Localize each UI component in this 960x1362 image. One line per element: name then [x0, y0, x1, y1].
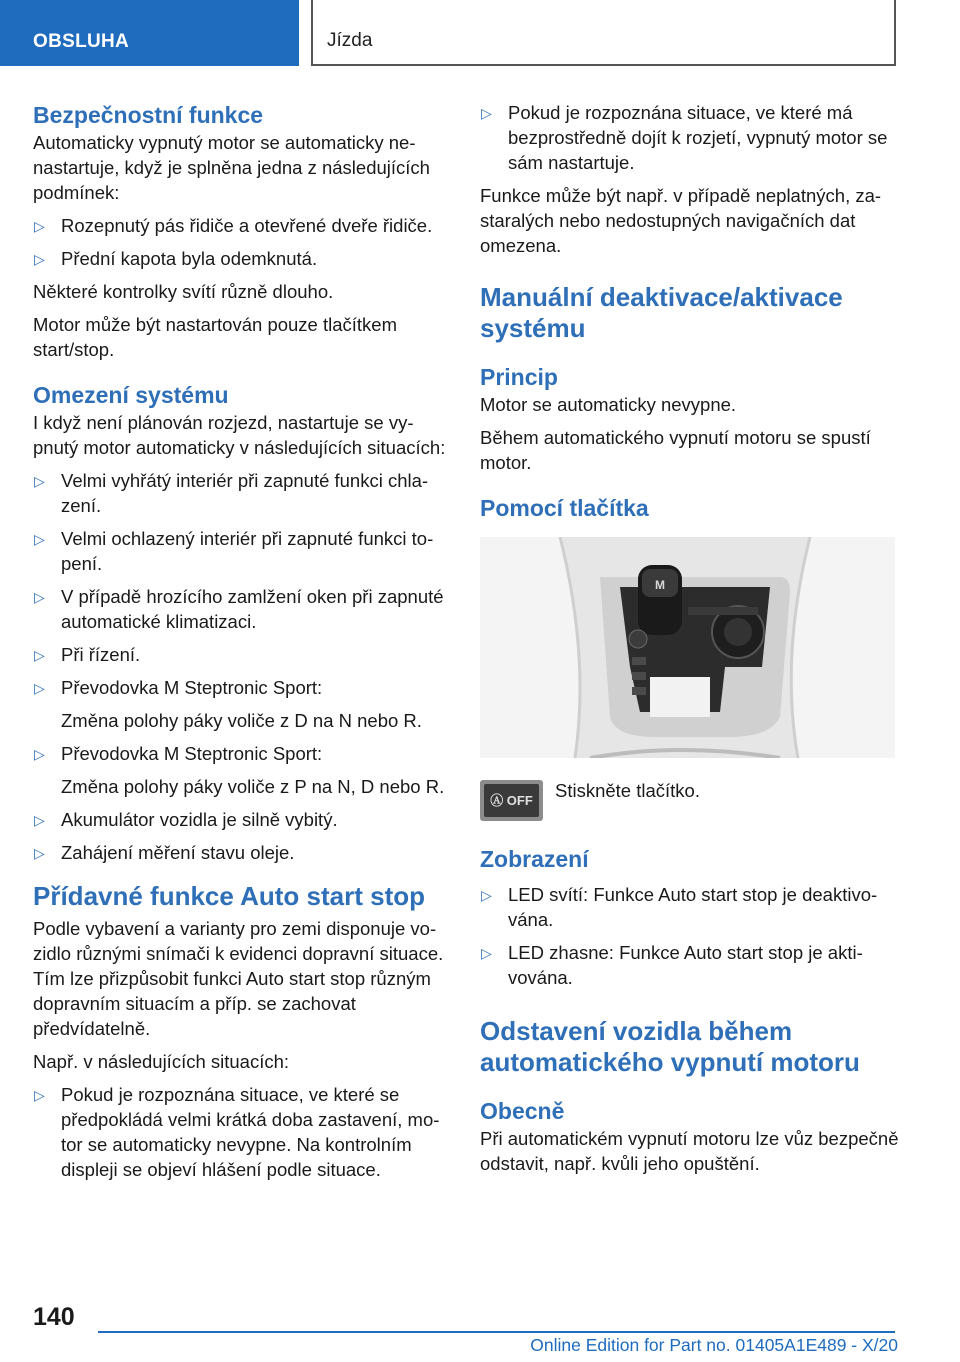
display-list	[480, 882, 900, 990]
list-item: ▷ Akumulátor vozidla je silně vybitý.	[33, 807, 448, 832]
limits-intro: I když není plánován rozjezd, nastartuje se vypnutý motor automaticky v následujících situacích:	[33, 412, 446, 458]
limited-text: Funkce může být např. v případě neplatných, zastaralých nebo nedostupných navigačních dat omezena.	[480, 185, 882, 256]
list-item: ▷ V případě hrozícího zamlžení oken při zapnuté automatické klimatizaci.	[34, 586, 444, 632]
chapter-header	[311, 0, 896, 66]
list-item: ▷ Pokud je rozpoznána situace, ve které se předpokládá velmi krátká doba zastavení, motor se automaticky nevypne. Na kontrolním displeji se objeví hlášení podle situace.	[34, 1084, 440, 1180]
heading-system-limits: Omezení systému	[33, 382, 229, 408]
list-item: ▷ Velmi vyhřátý interiér při zapnuté funkci chlazení.	[34, 470, 429, 516]
triangle-right-icon: ▷	[34, 218, 45, 234]
page-number: 140	[33, 1303, 75, 1331]
list-item: ▷ Rozepnutý pás řidiče a otevřené dveře řidiče.	[33, 213, 448, 238]
triangle-right-icon: ▷	[34, 812, 45, 828]
safety-list	[33, 213, 448, 271]
triangle-right-icon: ▷	[34, 589, 45, 605]
chapter-title: Jízda	[327, 30, 373, 51]
button-icon-label: Ⓐ OFF	[484, 784, 539, 817]
list-item: ▷ Přední kapota byla odemknutá.	[33, 246, 448, 271]
footer-divider	[98, 1331, 895, 1333]
triangle-right-icon: ▷	[34, 531, 45, 547]
heading-via-button: Pomocí tlačítka	[480, 495, 649, 521]
triangle-right-icon: ▷	[481, 945, 492, 961]
list-item: ▷ Zahájení měření stavu oleje.	[33, 840, 448, 865]
principle-text-1: Motor se automaticky nevypne.	[480, 394, 737, 415]
center-console-illustration	[480, 537, 895, 758]
list-item: ▷ LED svítí: Funkce Auto start stop je deaktivována.	[481, 884, 878, 930]
heading-parking: Odstavení vozidla během automatického vypnutí motoru	[480, 1016, 860, 1077]
button-caption: Stiskněte tlačítko.	[555, 780, 700, 801]
heading-display: Zobrazení	[480, 846, 589, 872]
triangle-right-icon: ▷	[34, 680, 45, 696]
triangle-right-icon: ▷	[34, 1087, 45, 1103]
list-item-detail: Změna polohy páky voliče z D na N nebo R.	[61, 710, 422, 731]
extra-intro: Podle vybavení a varianty pro zemi disponuje vozidlo různými snímači k evidenci dopravní situace. Tím lze přizpůsobit funkci Auto start stop různým dopravním situacím a příp. se zachovat předvídatelně.	[33, 918, 444, 1039]
list-item: ▷ Převodovka M Steptronic Sport: Změna polohy páky voliče z D na N nebo R.	[33, 675, 448, 733]
triangle-right-icon: ▷	[34, 845, 45, 861]
triangle-right-icon: ▷	[481, 887, 492, 903]
section-tab	[0, 0, 299, 66]
principle-text-2: Během automatického vypnutí motoru se spustí motor.	[480, 427, 871, 473]
limits-list	[33, 468, 448, 865]
left-column	[33, 100, 448, 1190]
heading-manual-deactivation: Manuální deaktivace/aktivace systému	[480, 282, 843, 343]
triangle-right-icon: ▷	[34, 647, 45, 663]
extra-list-right	[480, 100, 900, 175]
heading-general: Obecně	[480, 1098, 565, 1124]
heading-safety-functions: Bezpečnostní funkce	[33, 102, 264, 128]
lamps-text: Některé kontrolky svítí různě dlouho.	[33, 281, 334, 302]
list-item: ▷ Velmi ochlazený interiér při zapnuté funkci topení.	[34, 528, 434, 574]
right-column	[480, 100, 900, 1176]
heading-extra-functions: Přídavné funkce Auto start stop	[33, 881, 425, 911]
list-item: ▷ Při řízení.	[33, 642, 448, 667]
auto-start-stop-off-icon	[480, 780, 543, 821]
triangle-right-icon: ▷	[34, 473, 45, 489]
triangle-right-icon: ▷	[481, 105, 492, 121]
list-item: ▷ LED zhasne: Funkce Auto start stop je aktivována.	[481, 942, 863, 988]
general-text: Při automatickém vypnutí motoru lze vůz bezpečně odstavit, např. kvůli jeho opuštění.	[480, 1128, 899, 1174]
triangle-right-icon: ▷	[34, 746, 45, 762]
example-text: Např. v následujících situacích:	[33, 1051, 290, 1072]
list-item-detail: Změna polohy páky voliče z P na N, D nebo R.	[61, 776, 445, 797]
extra-list-left	[33, 1082, 448, 1182]
start-text: Motor může být nastartován pouze tlačítkem start/stop.	[33, 314, 398, 360]
button-instruction	[480, 778, 900, 822]
list-item: ▷ Převodovka M Steptronic Sport: Změna polohy páky voliče z P na N, D nebo R.	[33, 741, 448, 799]
heading-principle: Princip	[480, 364, 558, 390]
list-item: ▷ Pokud je rozpoznána situace, ve které má bezprostředně dojít k rozjetí, vypnutý motor se sám nastartuje.	[481, 102, 888, 173]
safety-intro: Automaticky vypnutý motor se automaticky nenastartuje, když je splněna jedna z následujících podmínek:	[33, 132, 430, 203]
section-title: OBSLUHA	[33, 31, 130, 52]
center-console-photo	[480, 537, 895, 758]
m-badge: M	[655, 578, 665, 592]
triangle-right-icon: ▷	[34, 251, 45, 267]
edition-text: Online Edition for Part no. 01405A1E489 - X/20	[530, 1335, 898, 1355]
